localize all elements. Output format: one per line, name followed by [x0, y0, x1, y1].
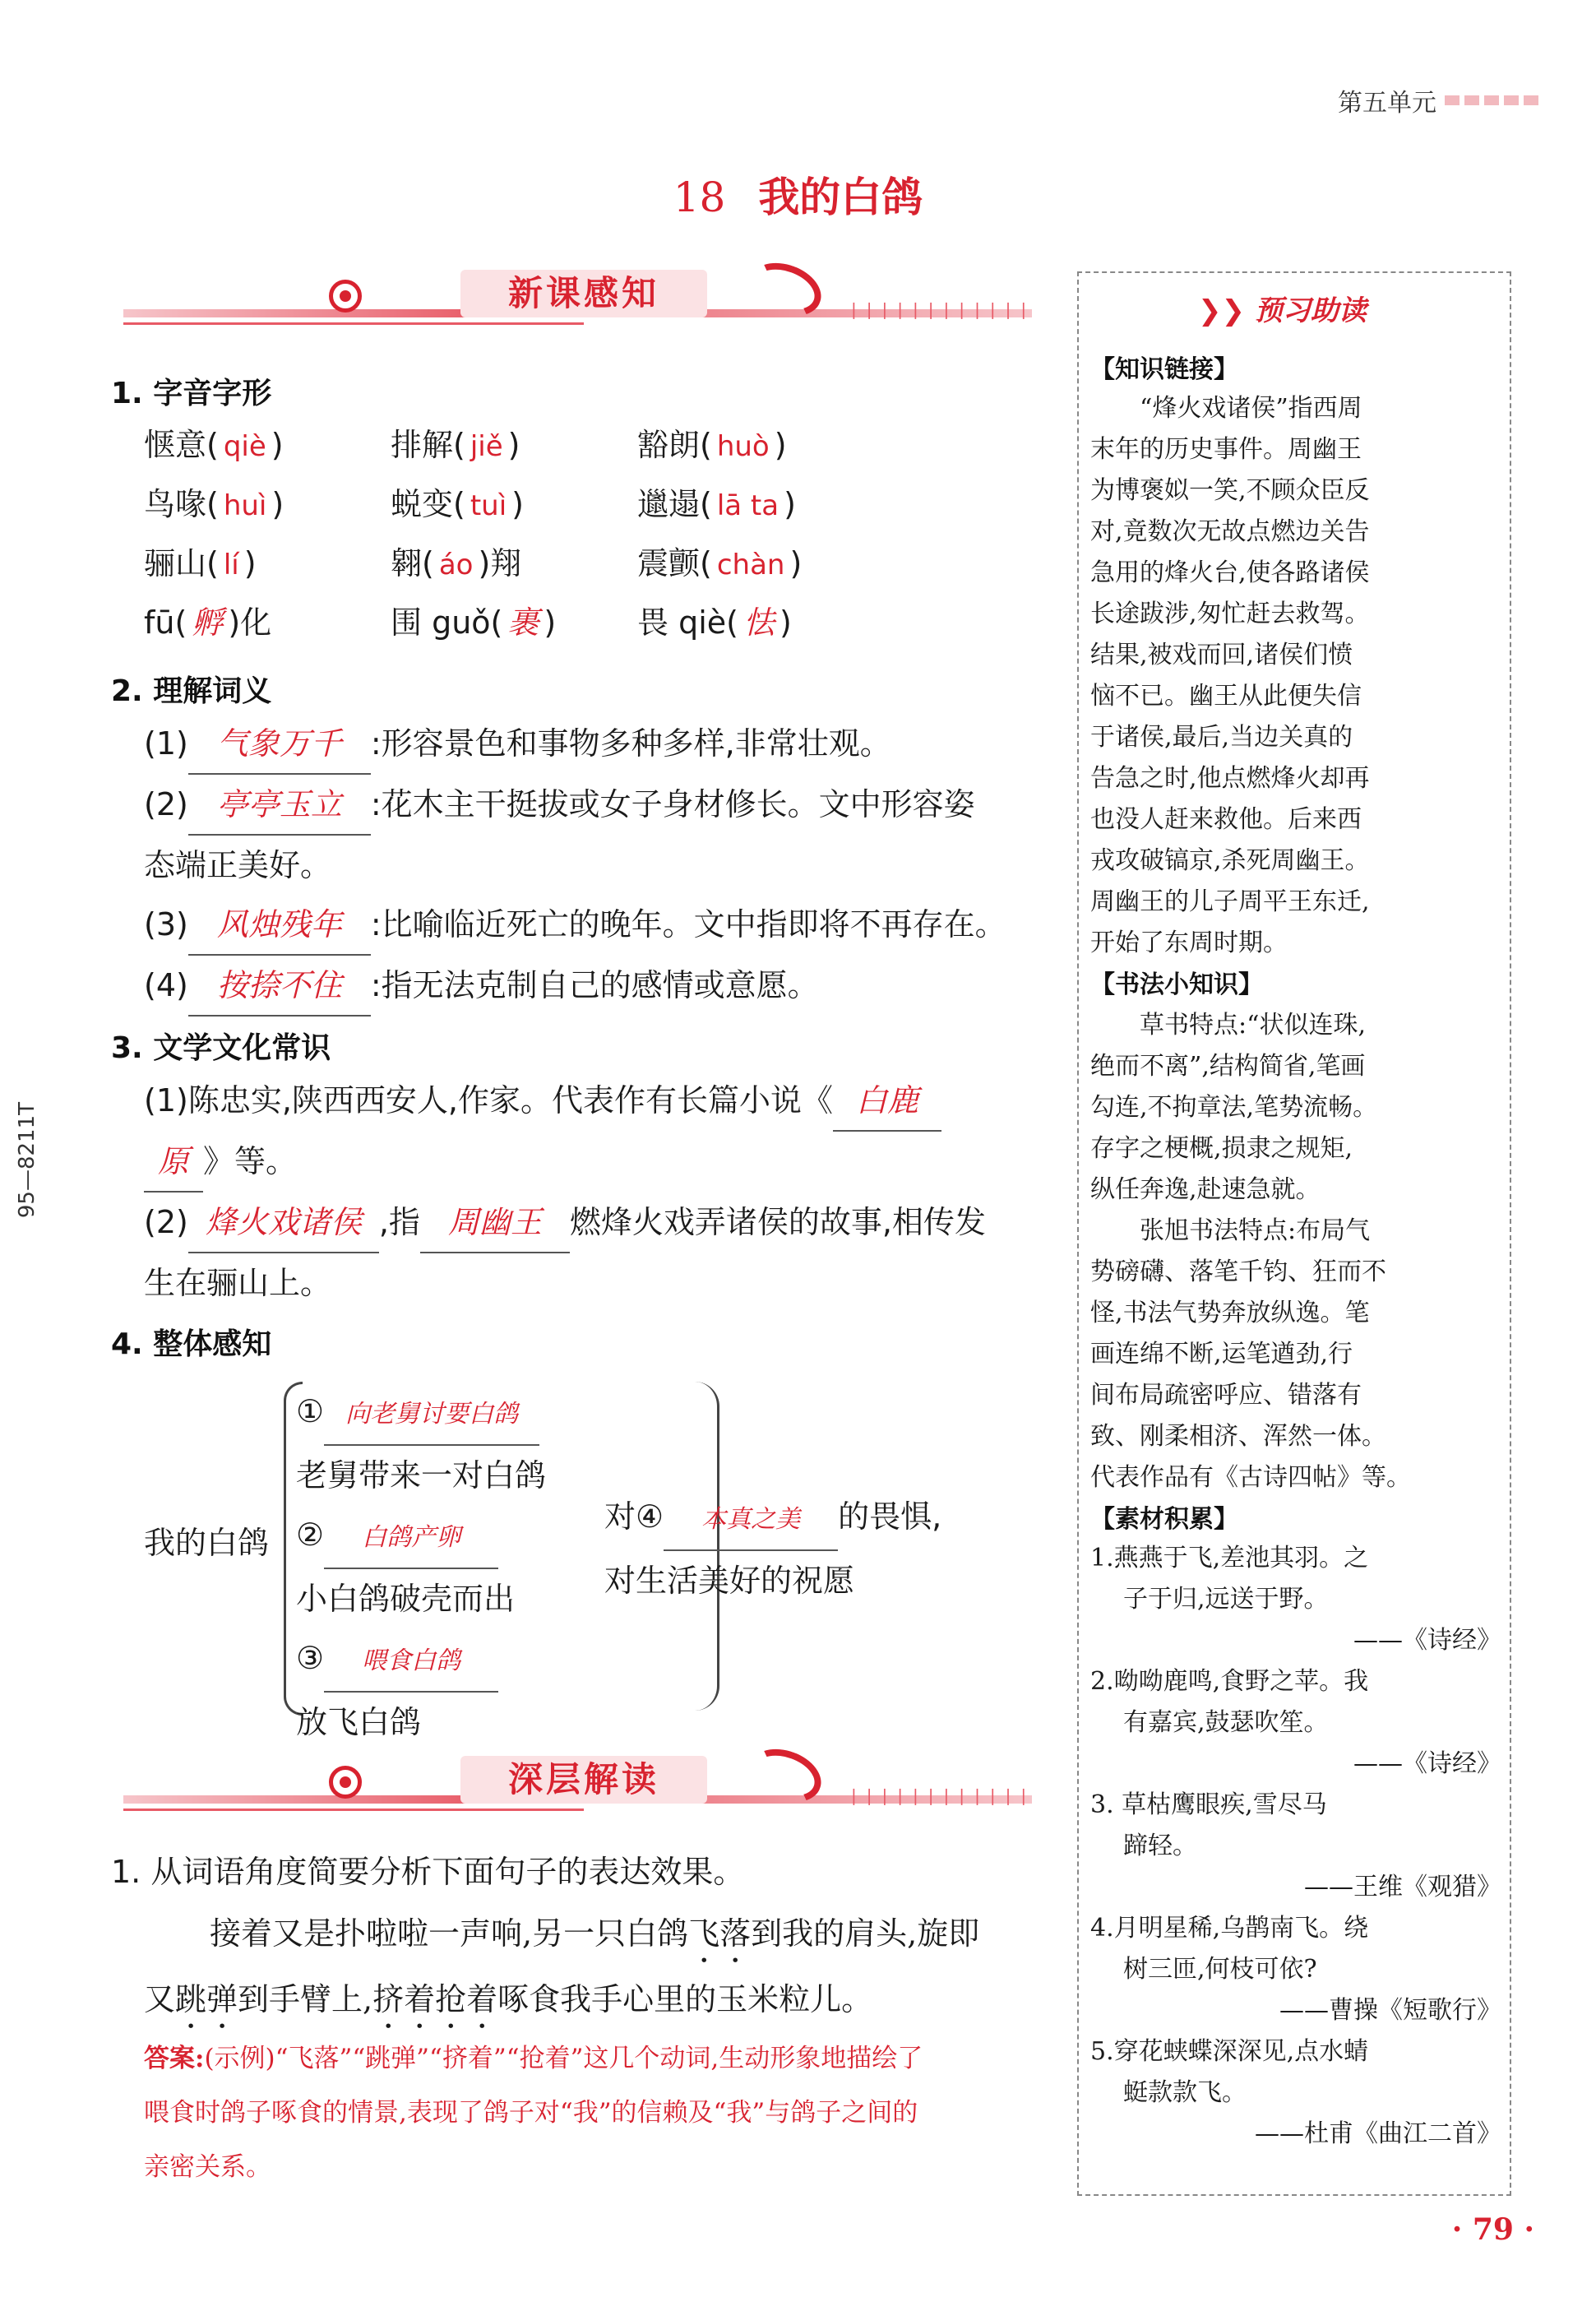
sidebar-line: 周幽王的儿子周平王东迁,	[1090, 887, 1370, 916]
sidebar-line: 结果,被戏而回,诸侯们愤	[1090, 641, 1353, 669]
preview-sidebar	[1077, 271, 1511, 2196]
lesson-number: 18	[673, 174, 726, 221]
material-line: 3. 草枯鹰眼疾,雪尽马	[1090, 1790, 1327, 1819]
section-banner-preview	[123, 262, 1032, 352]
pinyin-answer: huì	[223, 489, 267, 522]
pinyin-row	[144, 415, 884, 475]
q2-item: (1) 气象万千 :形容景色和事物多种多样,非常壮观。	[144, 714, 1048, 775]
q2-item: (3) 风烛残年 :比喻临近死亡的晚年。文中指即将不再存在。	[144, 895, 1048, 956]
lesson-title	[0, 164, 1596, 224]
answer-blank: 气象万千	[188, 714, 371, 775]
banner-underline	[123, 1809, 584, 1811]
material-line: 蜓款款飞。	[1123, 2078, 1247, 2107]
pinyin-cell: 畏 qiè( 怯 )	[637, 604, 792, 641]
material-line: 1.燕燕于飞,差池其羽。之	[1090, 1544, 1369, 1572]
pinyin-cell: 蜕变( tuì )	[391, 486, 524, 522]
pinyin-answer: áo	[438, 549, 474, 581]
pinyin-cell: 围 guǒ( 裹 )	[391, 604, 557, 641]
sidebar-title: ❯❯ 预习助读	[1198, 294, 1367, 327]
answer-blank: 本真之美	[664, 1490, 838, 1551]
unit-label: 第五单元	[1338, 89, 1436, 118]
sidebar-line: 急用的烽火台,使各路诸侯	[1090, 558, 1370, 587]
sidebar-line: “烽火戏诸侯”指西周	[1140, 394, 1362, 423]
material-source: ——《诗经》	[1353, 1626, 1501, 1655]
pinyin-answer: huò	[716, 430, 770, 463]
map-line: 放飞白鸽	[296, 1704, 422, 1740]
knowledge-text	[1090, 388, 1501, 964]
q2-item: (2) 亭亭玉立 :花木主干挺拔或女子身材修长。文中形容姿	[144, 775, 1048, 836]
calligraphy-heading: 【书法小知识】	[1090, 970, 1263, 999]
pinyin-cell: 翱( áo )翔	[391, 545, 522, 581]
answer-blank: 原	[144, 1132, 203, 1193]
deep-question: 1. 从词语角度简要分析下面句子的表达效果。	[111, 1854, 745, 1890]
answer-blank: 亭亭玉立	[188, 775, 371, 836]
material-line: 蹄轻。	[1123, 1832, 1197, 1860]
pinyin-cell: 骊山( lí )	[144, 545, 257, 581]
q3-item: (2) 烽火戏诸侯 ,指 周幽王 燃烽火戏弄诸侯的故事,相传发	[144, 1193, 1048, 1253]
section-title: 深层解读	[460, 1756, 707, 1804]
answer-blank: 烽火戏诸侯	[188, 1193, 379, 1253]
answer-blank: 向老舅讨要白鸽	[324, 1385, 539, 1446]
side-code: 95—8211T	[15, 1102, 39, 1219]
q3-item: (1)陈忠实,陕西西安人,作家。代表作有长篇小说《 白鹿	[144, 1071, 1048, 1132]
pinyin-answer: lí	[223, 549, 239, 581]
material-line: 5.穿花蛱蝶深深见,点水蜻	[1090, 2037, 1369, 2066]
sidebar-line: 勾连,不拘章法,笔势流畅。	[1090, 1093, 1378, 1122]
q3-list	[144, 1071, 1048, 1313]
banner-underline	[123, 322, 584, 325]
lesson-name: 我的白鸽	[758, 173, 923, 221]
sidebar-line: 致、刚柔相济、浑然一体。	[1090, 1422, 1386, 1451]
sidebar-line: 开始了东周时期。	[1090, 929, 1288, 957]
material-line: 2.呦呦鹿鸣,食野之苹。我	[1090, 1667, 1369, 1696]
chevron-right-icon: ❯❯	[1198, 294, 1245, 327]
sidebar-line: 于诸侯,最后,当边关真的	[1090, 723, 1353, 752]
map-root: 我的白鸽	[144, 1525, 270, 1561]
map-line: 小白鸽破壳而出	[296, 1581, 516, 1617]
pinyin-cell: 鸟喙( huì )	[144, 486, 285, 522]
answer-blank: 喂食白鸽	[324, 1632, 498, 1693]
sidebar-line: 存字之梗概,损隶之规矩,	[1090, 1134, 1353, 1163]
material-line: 树三匝,何枝可依?	[1123, 1955, 1317, 1984]
section-banner-deep	[123, 1748, 1032, 1838]
material-source: ——曹操《短歌行》	[1279, 1996, 1501, 2025]
pinyin-answer: lā ta	[716, 489, 779, 522]
answer-blank: 白鸽产卵	[324, 1508, 498, 1569]
answer-line: 亲密关系。	[144, 2152, 271, 2182]
eye-icon	[329, 280, 362, 313]
pinyin-answer: jiě	[470, 430, 503, 463]
quoted-passage: 接着又是扑啦啦一声响,另一只白鸽飞落到我的肩头,旋即 又跳弹到手臂上,挤着抢着啄食我手心里的玉米粒儿。	[144, 1915, 980, 2017]
sidebar-line: 告急之时,他点燃烽火却再	[1090, 764, 1370, 793]
pinyin-cell: fū( 孵 )化	[144, 604, 272, 641]
map-line: 对生活美好的祝愿	[604, 1563, 855, 1599]
unit-decoration	[1445, 95, 1538, 105]
material-line: 4.月明星稀,乌鹊南飞。绕	[1090, 1914, 1369, 1943]
sidebar-line: 恼不已。幽王从此便失信	[1090, 682, 1362, 711]
material-line: 子于归,远送于野。	[1123, 1585, 1329, 1614]
page-number: · 79 ·	[1451, 2212, 1534, 2247]
sidebar-line: 草书特点:“状似连珠,	[1140, 1011, 1366, 1040]
pinyin-answer: qiè	[223, 430, 266, 463]
pinyin-answer: 裹	[507, 604, 539, 641]
sidebar-line: 画连绵不断,运笔遒劲,行	[1090, 1340, 1353, 1369]
pinyin-answer: tuì	[470, 489, 507, 522]
answer-blank: 周幽王	[420, 1193, 570, 1253]
pinyin-row	[144, 475, 884, 534]
pinyin-cell: 排解( jiě )	[391, 427, 520, 463]
eye-icon	[329, 1766, 362, 1799]
material-text	[1090, 1538, 1501, 2155]
pinyin-cell: 豁朗( huò )	[637, 427, 787, 463]
answer-blank: 白鹿	[833, 1071, 941, 1132]
q2-item: (4) 按捺不住 :指无法克制自己的感情或意愿。	[144, 956, 1048, 1017]
material-heading: 【素材积累】	[1090, 1505, 1238, 1534]
knowledge-heading: 【知识链接】	[1090, 355, 1238, 384]
map-conclusion: 对④ 本真之美 的畏惧, 对生活美好的祝愿	[604, 1487, 941, 1610]
pinyin-cell: 惬意( qiè )	[144, 427, 284, 463]
material-source: ——王维《观猎》	[1304, 1873, 1501, 1901]
sidebar-line: 为博褒姒一笑,不顾众臣反	[1090, 476, 1370, 505]
material-source: ——杜甫《曲江二首》	[1255, 2119, 1501, 2148]
calligraphy-text	[1090, 1005, 1501, 1498]
material-line: 有嘉宾,鼓瑟吹笙。	[1123, 1708, 1329, 1737]
sidebar-line: 长途跋涉,匆忙赶去救驾。	[1090, 600, 1370, 628]
material-source: ——《诗经》	[1353, 1749, 1501, 1778]
banner-ticks: ❘❘❘❘❘❘❘❘❘❘❘❘	[847, 1785, 1033, 1805]
q2-heading: 2. 理解词义	[111, 674, 272, 708]
sidebar-line: 纵任奔逸,赴速急就。	[1090, 1175, 1321, 1204]
pinyin-answer: 怯	[742, 604, 775, 641]
map-branches: ① 向老舅讨要白鸽 老舅带来一对白鸽 ② 白鸽产卵 小白鸽破壳而出 ③ 喂食白鸽 放飞白鸽	[296, 1382, 546, 1752]
pinyin-row	[144, 534, 884, 593]
sidebar-line: 怪,书法气势奔放纵逸。笔	[1090, 1299, 1370, 1327]
q3-item-cont: 生在骊山上。	[144, 1265, 332, 1301]
mind-map	[144, 1365, 1048, 1740]
answer-block: 答案:(示例)“飞落”“跳弹”“挤着”“抢着”这几个动词,生动形象地描绘了 喂食时鸽子啄食的情景,表现了鸽子对“我”的信赖及“我”与鸽子之间的 亲密关系。	[144, 2031, 1048, 2194]
q3-item-cont: 原 》等。	[144, 1132, 1048, 1193]
q1-heading: 1. 字音字形	[111, 377, 272, 410]
sidebar-line: 戎攻破镐京,杀死周幽王。	[1090, 846, 1370, 875]
pinyin-row	[144, 593, 884, 652]
sidebar-line: 绝而不离”,结构简省,笔画	[1090, 1052, 1366, 1081]
pinyin-cell: 邋遢( lā ta )	[637, 486, 796, 522]
pinyin-grid	[144, 415, 884, 652]
sidebar-line: 间布局疏密呼应、错落有	[1090, 1381, 1362, 1410]
answer-line: 喂食时鸽子啄食的情景,表现了鸽子对“我”的信赖及“我”与鸽子之间的	[144, 2098, 918, 2128]
answer-blank: 按捺不住	[188, 956, 371, 1017]
map-line: 老舅带来一对白鸽	[296, 1457, 547, 1494]
sidebar-line: 势磅礴、落笔千钧、狂而不	[1090, 1257, 1386, 1286]
sidebar-line: 代表作品有《古诗四帖》等。	[1090, 1463, 1411, 1492]
sidebar-line: 对,竟数次无故点燃边关告	[1090, 517, 1370, 546]
q4-heading: 4. 整体感知	[111, 1327, 272, 1361]
q3-heading: 3. 文学文化常识	[111, 1031, 331, 1065]
pinyin-answer: 孵	[192, 604, 224, 641]
sidebar-line: 张旭书法特点:布局气	[1140, 1216, 1371, 1245]
unit-header	[1338, 82, 1538, 118]
answer-blank: 风烛残年	[188, 895, 371, 956]
sidebar-line: 也没人赶来救他。后来西	[1090, 805, 1362, 834]
q2-item-cont: 态端正美好。	[144, 847, 332, 883]
sidebar-line: 末年的历史事件。周幽王	[1090, 435, 1362, 464]
pinyin-answer: chàn	[716, 549, 785, 581]
section-title: 新课感知	[460, 270, 707, 317]
q2-list	[144, 714, 1048, 1017]
answer-label: 答案:	[144, 2044, 205, 2073]
banner-ticks: ❘❘❘❘❘❘❘❘❘❘❘❘	[847, 299, 1033, 319]
pinyin-cell: 震颤( chàn )	[637, 545, 803, 581]
